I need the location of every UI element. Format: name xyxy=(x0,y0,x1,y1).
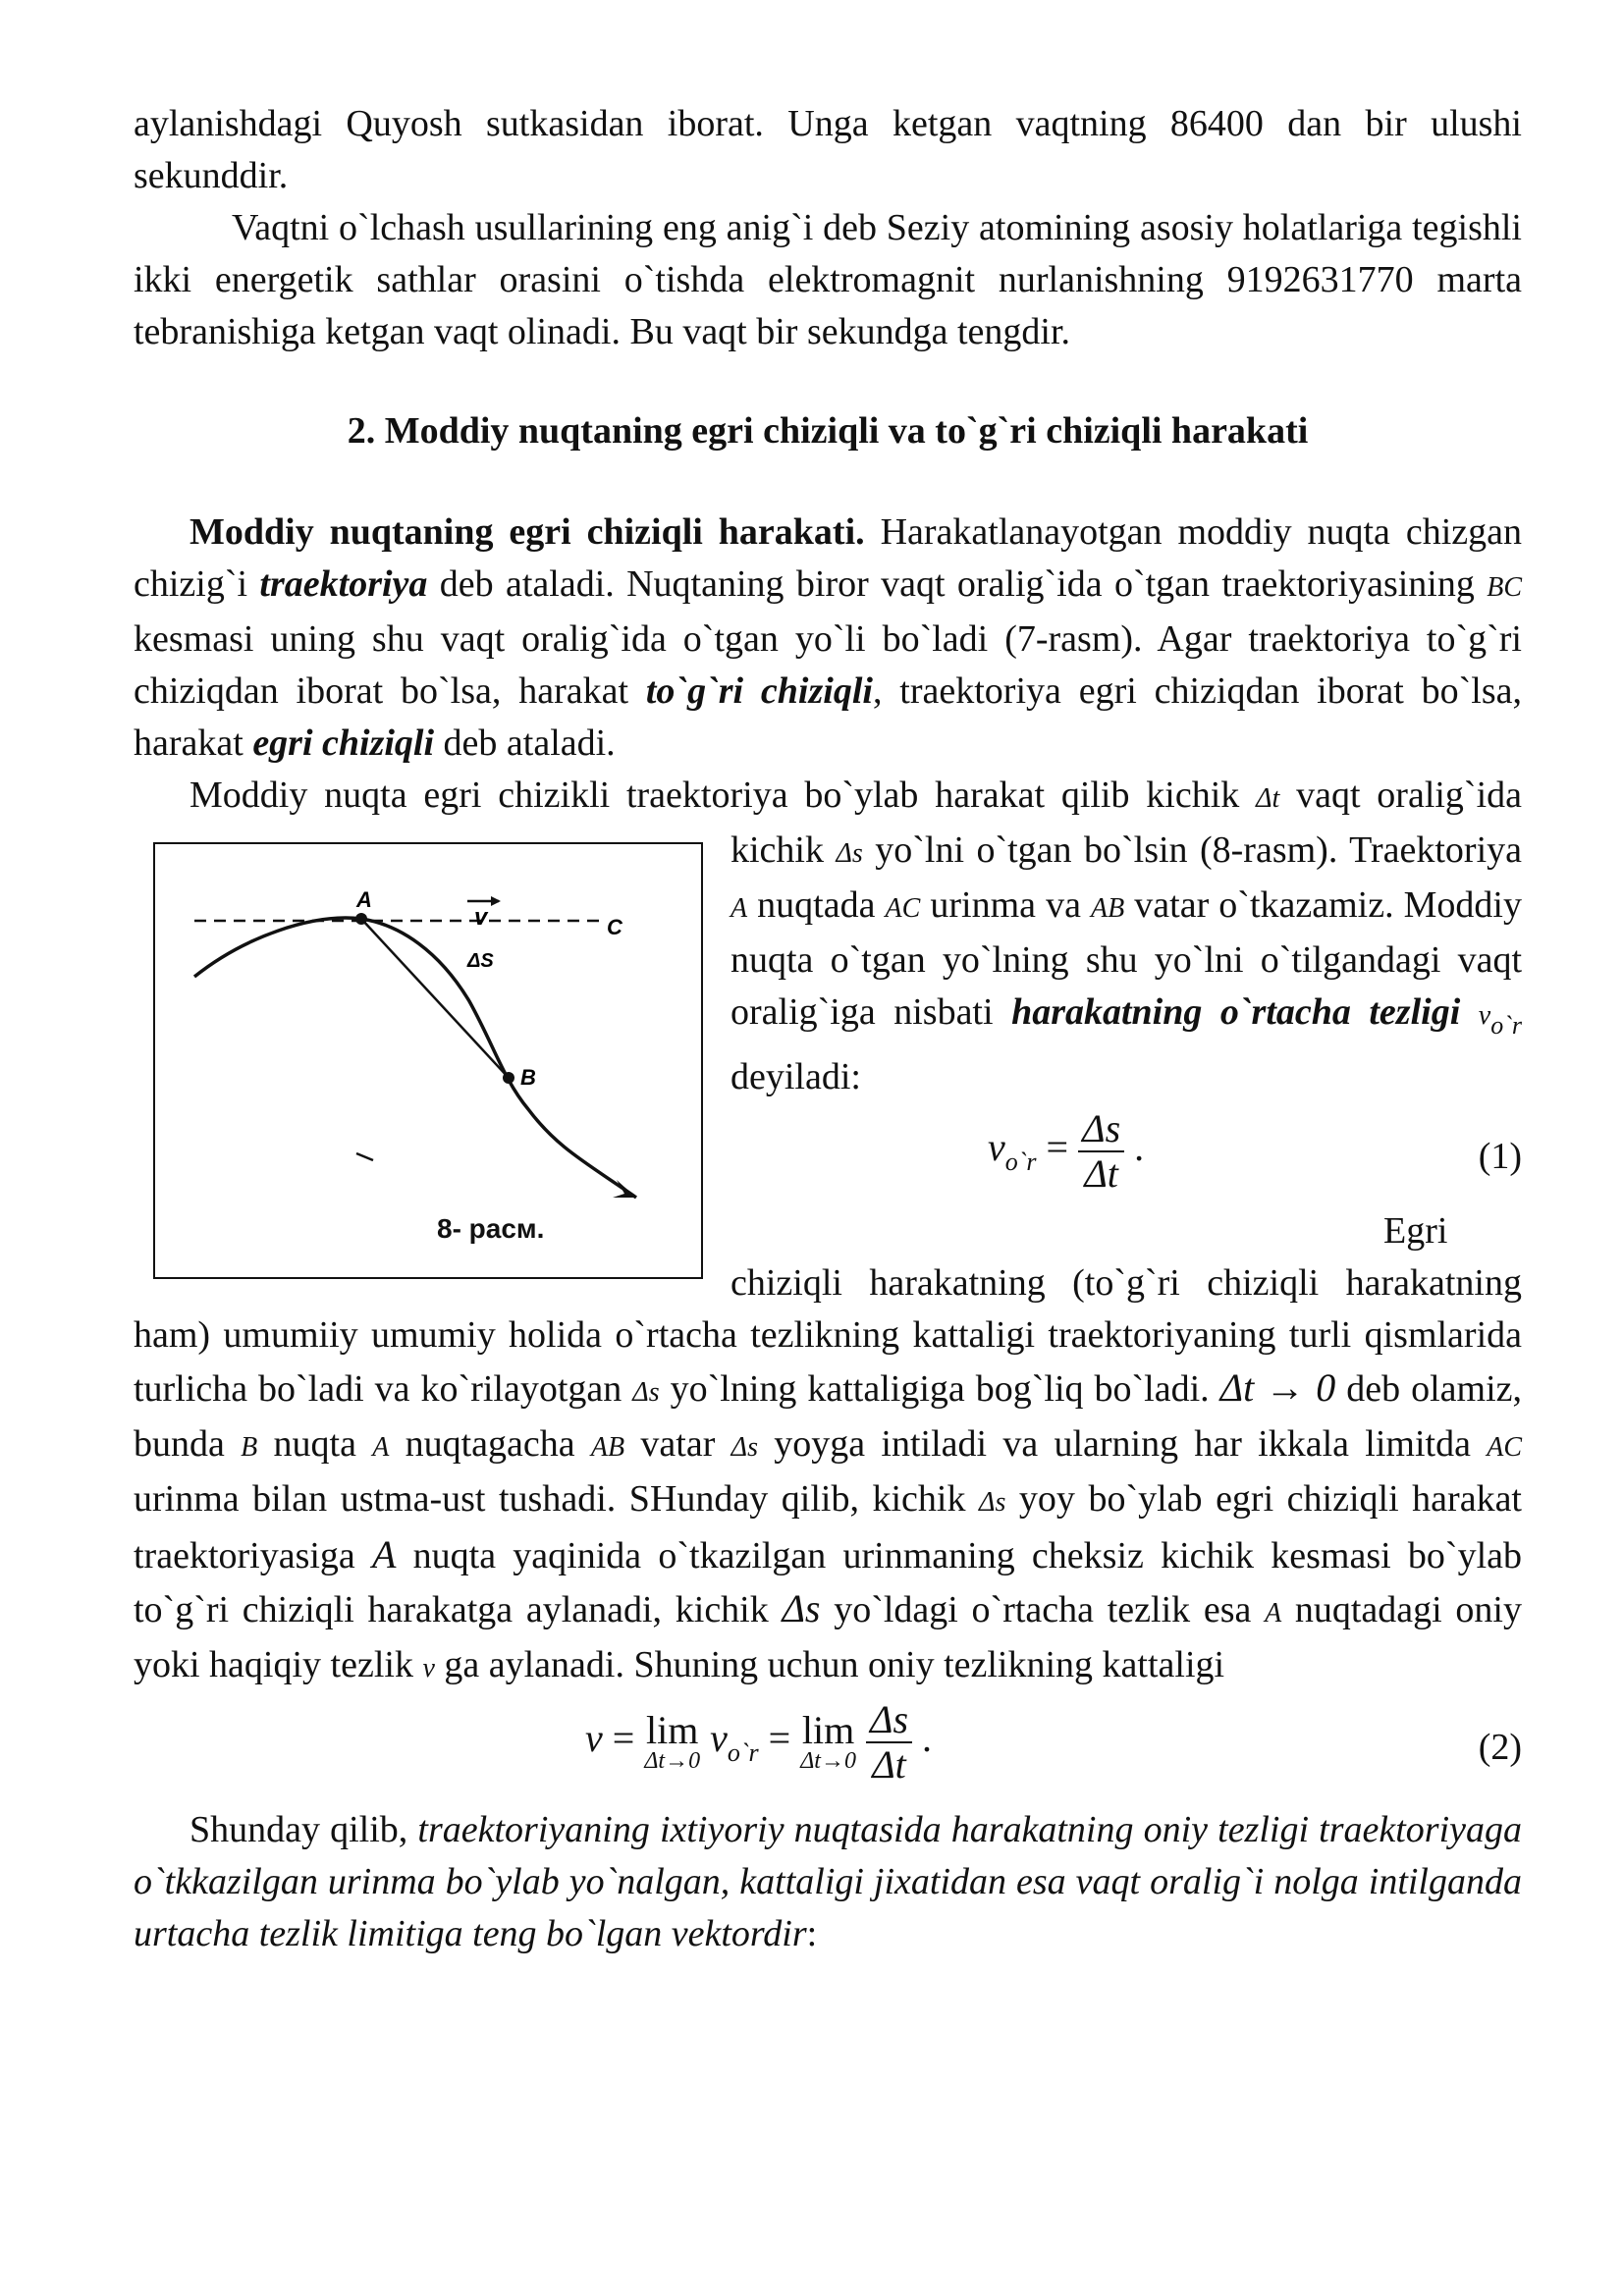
label-a: A xyxy=(356,887,372,912)
paragraph-6: Shunday qilib, traektoriyaning ixtiyoriy nuqtasida harakatning oniy tezligi traektoriyaga o`tkkazilgan urinma bo`ylab yo`nalgan, kattaligi jixatidan esa vaqt oralig`i nolga intilganda urtacha tezlik limitiga teng bo`lgan vektordir: xyxy=(134,1809,1522,1954)
formula-2-fraction: $\frac{\Delta s}{\Delta t}$ xyxy=(866,1698,912,1787)
equation-number-2: (2) xyxy=(1478,1727,1522,1768)
term-togri-chiziqli: to`g`ri chiziqli xyxy=(645,670,873,712)
figure-8 xyxy=(153,842,703,1279)
chord-ab xyxy=(361,919,509,1078)
paragraph-3: Moddiy nuqtaning egri chiziqli harakati. Harakatlanayotgan moddiy nuqta chizgan chizig`i traektoriya deb ataladi. Nuqtaning biror vaqt oralig`ida o`tgan traektoriyasining BC kesmasi uning shu vaqt oralig`ida o`tgan yo`li bo`ladi (7-rasm). Agar traektoriya to`g`ri chiziqdan iborat bo`lsa, harakat to`g`ri chiziqli, traektoriya egri chiziqdan iborat bo`lsa, harakat egri chiziqli deb ataladi. xyxy=(134,511,1523,764)
document-page xyxy=(134,98,1522,1960)
paragraph-3-lead: Moddiy nuqtaning egri chiziqli harakati. xyxy=(189,511,865,553)
formula-1-fraction: $\frac{\Delta s}{\Delta t}$ xyxy=(1078,1107,1124,1196)
point-a xyxy=(355,913,367,925)
figure-caption: 8- расм. xyxy=(437,1213,545,1244)
label-c: C xyxy=(607,915,622,939)
formula-1: $v_{o`r}$ = $\frac{\Delta s}{\Delta t}$ . (1) xyxy=(988,1106,1522,1196)
label-delta-s: ΔS xyxy=(467,950,494,972)
formula-2: v = lim Δt→0 $v_{o`r} = \lim$ Δt→0 $\frac{\Delta s}{\Delta t}$ . (2) xyxy=(585,1697,1522,1787)
label-v: v xyxy=(474,904,488,931)
paragraph-5: Egri chiziqli harakatning (to`g`ri chiziqli harakatning ham) umumiiy umumiy holida o`rtacha tezlikning kattaligi traektoriyaning turli qismlarida turlicha bo`ladi va ko`rilayotgan Δs yo`lning kattaligiga bog`liq bo`ladi. Δt → 0 deb olamiz, bunda B nuqta A nuqtagacha AB vatar Δs yoyga intiladi va ularning har ikkala limitda AC urinma bilan ustma-ust tushadi. SHunday qilib, kichik Δs yoy bo`ylab egri chiziqli harakat traektoriyasiga A nuqta yaqinida o`tkazilgan urinmaning cheksiz kichik kesmasi bo`ylab to`g`ri chiziqli harakatga aylanadi, kichik Δs yo`ldagi o`rtacha tezlik esa A nuqtadagi oniy yoki haqiqiy tezlik v ga aylanadi. Shuning uchun oniy tezlikning kattaligi xyxy=(134,1210,1523,1685)
term-egri-chiziqli: egri chiziqli xyxy=(252,722,435,764)
section-heading: 2. Moddiy nuqtaning egri chiziqli va to`g`ri chiziqli harakati xyxy=(347,410,1309,452)
paragraph-4: Moddiy nuqta egri chizikli traektoriya bo`ylab harakat qilib kichik Δt A B C v ΔS 8- расм. vaqt oralig`ida kichik Δs yo`lni o`tgan bo`lsin (8-rasm). Traektoriya A nuqtada AC urinma va AB vatar o`tkazamiz. Moddiy nuqta o`tgan yo`lning shu yo`lni o`tilgandagi vaqt oralig`iga nisbati harakatning o`rtacha tezligi $v_{o`r}$ deyiladi: xyxy=(134,770,1522,1103)
term-ortacha-tezligi: harakatning o`rtacha tezligi xyxy=(1011,991,1461,1033)
paragraph-2: Vaqtni o`lchash usullarining eng anig`i deb Seziy atomining asosiy holatlariga tegishli ikki energetik sathlar orasini o`tishda elektromagnit nurlanishning 9192631770 marta tebranishiga ketgan vaqt olinadi. Bu vaqt bir sekundga tengdir. xyxy=(134,207,1522,352)
equation-number-1: (1) xyxy=(1478,1136,1522,1177)
definition-italic: traektoriyaning ixtiyoriy nuqtasida harakatning oniy tezligi traektoriyaga o`tkkazilgan urinma bo`ylab yo`nalgan, kattaligi jixatidan esa vaqt oralig`i nolga intilganda urtacha tezlik limitiga teng bo`lgan vektordir xyxy=(134,1809,1522,1954)
term-traektoriya: traektoriya xyxy=(259,563,428,605)
paragraph-1: aylanishdagi Quyosh sutkasidan iborat. Unga ketgan vaqtning 86400 dan bir ulushi sekunddir. xyxy=(134,103,1522,196)
point-b xyxy=(503,1072,514,1084)
label-b: B xyxy=(520,1065,536,1090)
